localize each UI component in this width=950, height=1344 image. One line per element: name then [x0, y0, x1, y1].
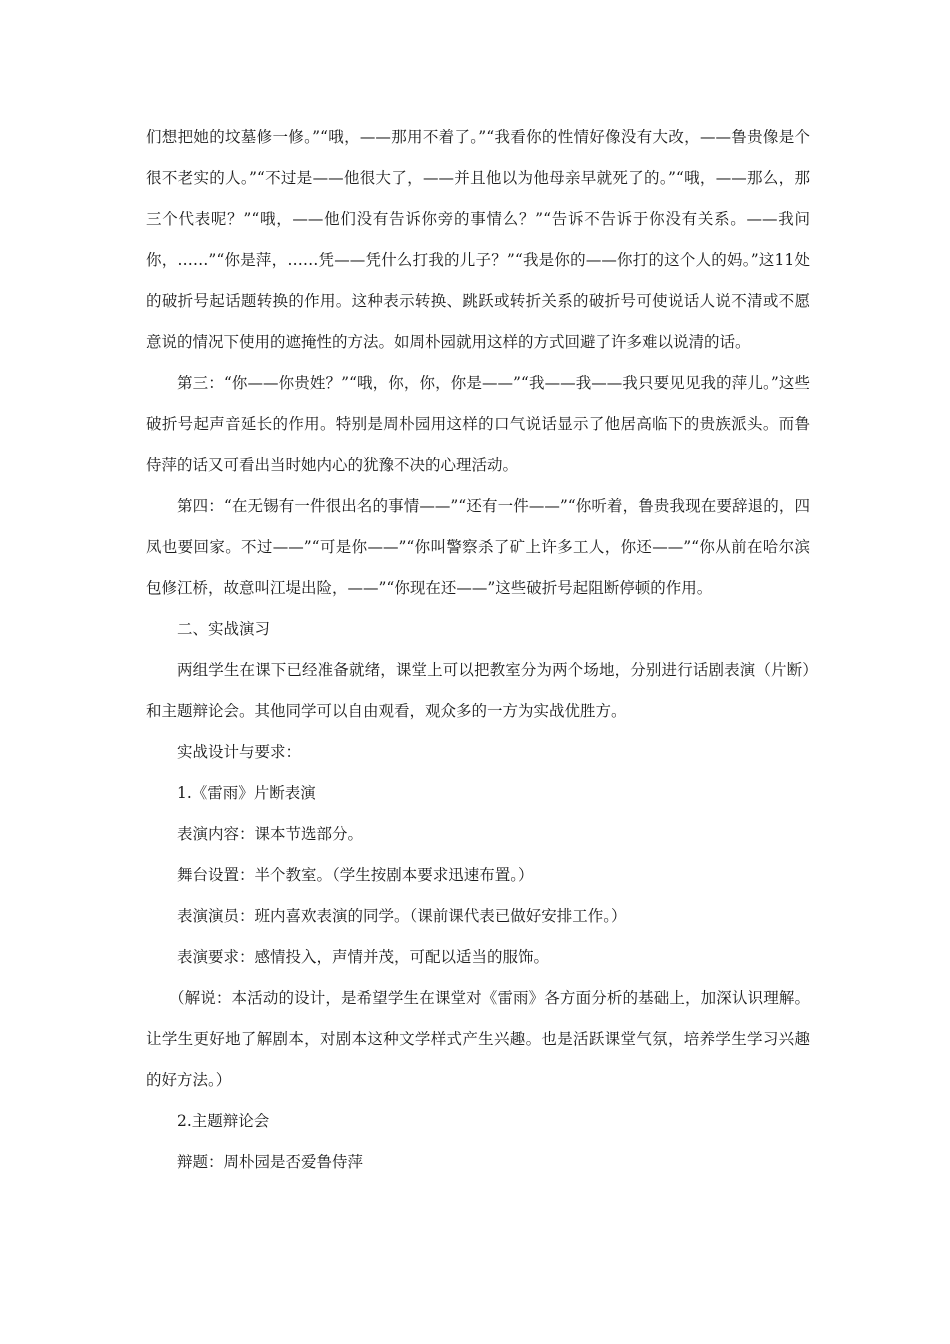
performance-content: 表演内容：课本节选部分。 [177, 825, 364, 843]
performance-requirements: 表演要求：感情投入，声情并茂，可配以适当的服饰。 [177, 948, 550, 966]
document-body [146, 117, 810, 1183]
paragraph-dash-topic-shift: 们想把她的坟墓修一修。”“哦，——那用不着了。”“我看你的性情好像没有大改，——鲁贵像是个很不老实的人。”“不过是——他很大了，——并且他以为他母亲早就死了的。”“哦，——那么，那三个代表呢？”“哦，——他们没有告诉你旁的事情么？”“告诉不告诉于你没有关系。——我问你，……”“你是萍，……凭——凭什么打我的儿子？”“我是你的——你打的这个人的妈。”这11处的破折号起话题转换的作用。这种表示转换、跳跃或转折关系的破折号可使说话人说不清或不愿意说的情况下使用的遮掩性的方法。如周朴园就用这样的方式回避了许多难以说清的话。 [146, 128, 810, 351]
stage-setting: 舞台设置：半个教室。（学生按剧本要求迅速布置。） [177, 866, 534, 884]
item-performance-title: 1.《雷雨》片断表演 [177, 784, 316, 802]
activity-explanation: （解说：本活动的设计，是希望学生在课堂对《雷雨》各方面分析的基础上，加深认识理解。让学生更好地了解剧本，对剧本这种文学样式产生兴趣。也是活跃课堂气氛，培养学生学习兴趣的好方法。） [146, 989, 810, 1089]
design-requirements-label: 实战设计与要求： [177, 743, 302, 761]
debate-topic: 辩题：周朴园是否爱鲁侍萍 [177, 1153, 364, 1171]
paragraph-dash-prolong: 第三：“你——你贵姓？”“哦，你，你，你是——”“我——我——我只要见见我的萍儿。”这些破折号起声音延长的作用。特别是周朴园用这样的口气说话显示了他居高临下的贵族派头。而鲁侍萍的话又可看出当时她内心的犹豫不决的心理活动。 [146, 374, 810, 474]
section-heading-practice: 二、实战演习 [177, 620, 271, 638]
paragraph-dash-interrupt: 第四：“在无锡有一件很出名的事情——”“还有一件——”“你听着，鲁贵我现在要辞退的，四凤也要回家。不过——”“可是你——”“你叫警察杀了矿上许多工人，你还——”“你从前在哈尔滨包修江桥，故意叫江堤出险，——”“你现在还——”这些破折号起阻断停顿的作用。 [146, 497, 810, 597]
item-debate-title: 2.主题辩论会 [177, 1112, 270, 1130]
paragraph-groups: 两组学生在课下已经准备就绪，课堂上可以把教室分为两个场地，分别进行话剧表演（片断）和主题辩论会。其他同学可以自由观看，观众多的一方为实战优胜方。 [146, 661, 810, 720]
performance-actors: 表演演员：班内喜欢表演的同学。（课前课代表已做好安排工作。） [177, 907, 627, 925]
